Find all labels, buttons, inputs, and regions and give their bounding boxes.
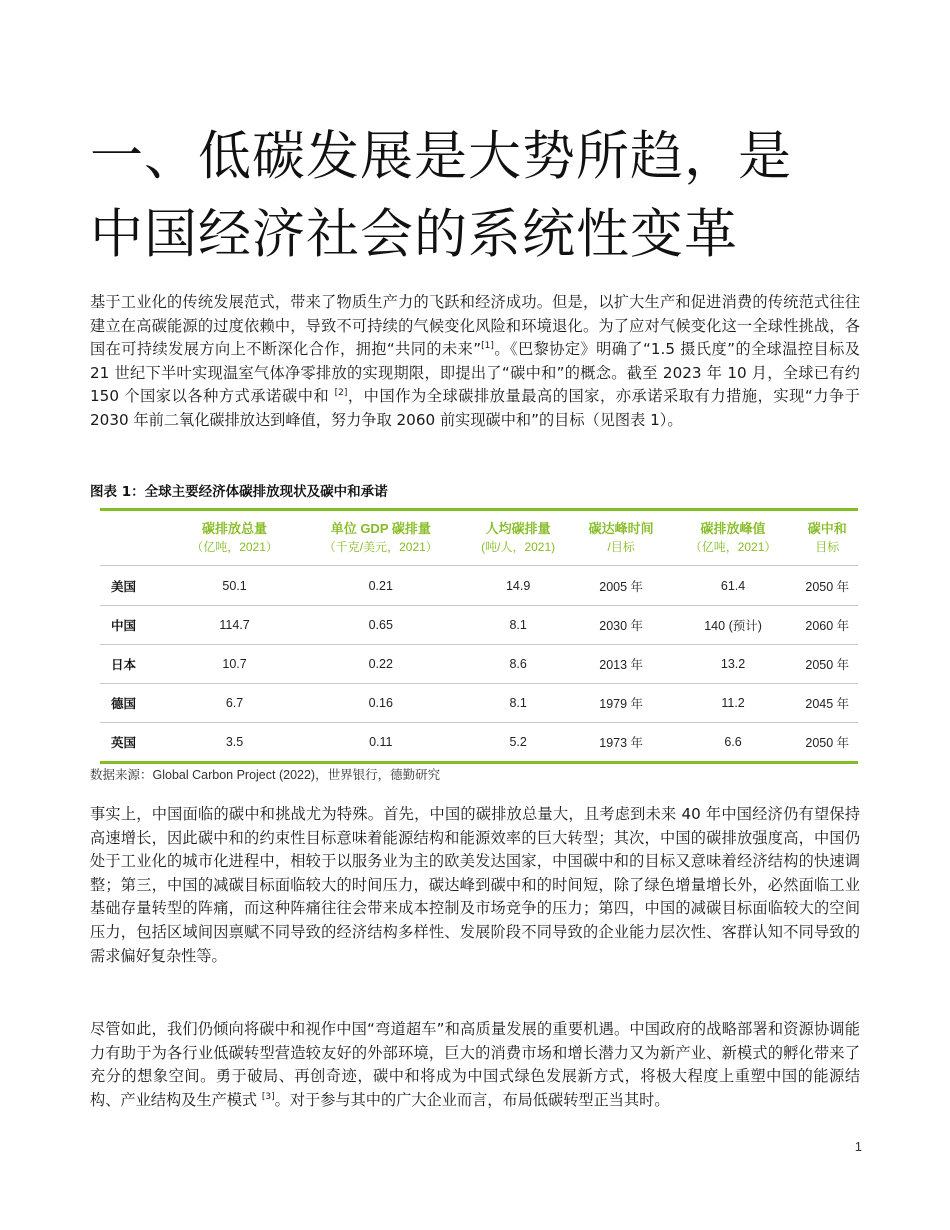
table-cell: 11.2 xyxy=(670,684,797,723)
table-cell: 8.1 xyxy=(463,684,572,723)
footnote-ref-2[interactable]: [2] xyxy=(334,388,348,399)
table-cell: 1973 年 xyxy=(573,723,670,763)
table-row xyxy=(100,684,858,723)
table-row xyxy=(100,723,858,763)
header-country xyxy=(100,510,171,566)
table-cell: 140 (预计) xyxy=(670,606,797,645)
body-paragraph-2: 事实上，中国面临的碳中和挑战尤为特殊。首先，中国的碳排放总量大，且考虑到未来 40 年中国经济仍有望保持高速增长，因此碳中和的约束性目标意味着能源结构和能源效率的巨大转型；其次，中国的碳排放强度高，中国仍处于工业化的城市化进程中，相较于以服务业为主的欧美发达国家，中国碳中和的目标又意味着经济结构的快速调整；第三，中国的减碳目标面临较大的时间压力，碳达峰到碳中和的时间短，除了绿色增量增长外，必然面临工业基础存量转型的阵痛，而这种阵痛往往会带来成本控制及市场竞争的压力；第四，中国的减碳目标面临较大的空间压力，包括区域间因禀赋不同导致的经济结构多样性、发展阶段不同导致的企业能力层次性、客群认知不同导致的需求偏好复杂性等。 xyxy=(90,805,860,965)
country-cell: 中国 xyxy=(100,606,171,645)
table-cell: 2050 年 xyxy=(797,566,858,606)
body-paragraph-3 xyxy=(90,1018,860,1112)
country-cell: 英国 xyxy=(100,723,171,763)
table-cell: 2005 年 xyxy=(573,566,670,606)
para3-text-2: 。对于参与其中的广大企业而言，布局低碳转型正当其时。 xyxy=(274,1090,670,1109)
footnote-ref-3[interactable]: [3] xyxy=(261,1091,275,1102)
table-cell: 2045 年 xyxy=(797,684,858,723)
table-cell: 2030 年 xyxy=(573,606,670,645)
table-cell: 0.16 xyxy=(298,684,463,723)
table-cell: 8.1 xyxy=(463,606,572,645)
country-cell: 日本 xyxy=(100,645,171,684)
table-row xyxy=(100,566,858,606)
footnote-ref-1[interactable]: [1] xyxy=(481,341,494,352)
table-source-note: 数据来源：Global Carbon Project (2022)，世界银行，德勤研究 xyxy=(90,768,441,782)
figure-caption: 图表 1：全球主要经济体碳排放现状及碳中和承诺 xyxy=(90,484,388,500)
table-header-row xyxy=(100,510,858,566)
table-cell: 8.6 xyxy=(463,645,572,684)
header-gdp-intensity: 单位 GDP 碳排量 （千克/美元，2021） xyxy=(323,521,438,554)
para3-text-1: 尽管如此，我们仍倾向将碳中和视作中国“弯道超车”和高质量发展的重要机遇。中国政府的战略部署和资源协调能力有助于为各行业低碳转型营造较友好的外部环境，巨大的消费市场和增长潜力又为新产业、新模式的孵化带来了充分的想象空间。勇于破局、再创奇迹，碳中和将成为中国式绿色发展新方式，将极大程度上重塑中国的能源结构、产业结构及生产模式 xyxy=(90,1020,860,1109)
page-number: 1 xyxy=(854,1139,862,1154)
table-cell: 2013 年 xyxy=(573,645,670,684)
table-cell: 10.7 xyxy=(171,645,298,684)
title-line-1: 一、低碳发展是大势所趋，是 xyxy=(90,126,792,187)
intro-paragraph xyxy=(90,291,860,433)
intro-text-3: ，中国作为全球碳排放量最高的国家，亦承诺采取有力措施，实现“力争于 2030 年前二氧化碳排放达到峰值，努力争取 2060 前实现碳中和”的目标（见图表 1）。 xyxy=(90,387,860,429)
country-cell: 德国 xyxy=(100,684,171,723)
table-cell: 2060 年 xyxy=(797,606,858,645)
table-cell: 3.5 xyxy=(171,723,298,763)
header-peak-year: 碳达峰时间 /目标 xyxy=(588,521,654,554)
table-cell: 6.7 xyxy=(171,684,298,723)
emissions-table xyxy=(100,508,858,764)
table-cell: 50.1 xyxy=(171,566,298,606)
page-title xyxy=(90,118,890,274)
header-per-capita: 人均碳排量 (吨/人，2021) xyxy=(481,521,556,554)
table-cell: 114.7 xyxy=(171,606,298,645)
table-cell: 2050 年 xyxy=(797,723,858,763)
table-cell: 13.2 xyxy=(670,645,797,684)
table-row xyxy=(100,606,858,645)
table-cell: 0.65 xyxy=(298,606,463,645)
table-cell: 0.22 xyxy=(298,645,463,684)
header-peak-value: 碳排放峰值 （亿吨，2021） xyxy=(689,521,777,554)
title-line-2: 中国经济社会的系统性变革 xyxy=(90,204,738,265)
header-total-emissions: 碳排放总量 （亿吨，2021） xyxy=(191,521,278,554)
country-cell: 美国 xyxy=(100,566,171,606)
table-cell: 0.11 xyxy=(298,723,463,763)
table-cell: 5.2 xyxy=(463,723,572,763)
intro-text-1: 基于工业化的传统发展范式，带来了物质生产力的飞跃和经济成功。但是，以扩大生产和促进消费的传统范式往往建立在高碳能源的过度依赖中，导致不可持续的气候变化风险和环境退化。为了应对气候变化这一全球性挑战，各国在可持续发展方向上不断深化合作，拥抱“共同的未来” xyxy=(90,293,860,359)
table-row xyxy=(100,645,858,684)
table-cell: 2050 年 xyxy=(797,645,858,684)
table-cell: 61.4 xyxy=(670,566,797,606)
table-cell: 14.9 xyxy=(463,566,572,606)
table-cell: 1979 年 xyxy=(573,684,670,723)
table-cell: 6.6 xyxy=(670,723,797,763)
intro-text-2: 。《巴黎协定》明确了“1.5 摄氏度”的全球温控目标及 21 世纪下半叶实现温室气体净零排放的实现期限，即提出了“碳中和”的概念。截至 2023 年 10 月，全球已有约 150 个国家以各种方式承诺碳中和 xyxy=(90,340,860,406)
table-cell: 0.21 xyxy=(298,566,463,606)
header-neutrality-target: 碳中和 目标 xyxy=(807,521,847,554)
